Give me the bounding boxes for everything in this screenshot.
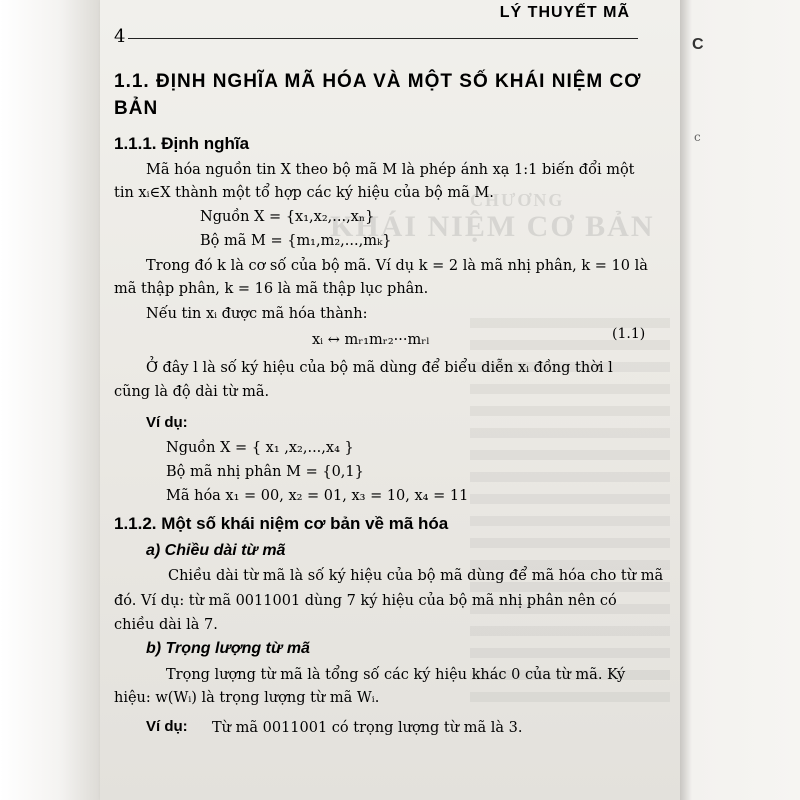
equation-number: (1.1) xyxy=(612,326,646,342)
example-line: Từ mã 0011001 có trọng lượng từ mã là 3. xyxy=(212,720,523,736)
body-line: Mã hóa nguồn tin X theo bộ mã M là phép ánh xạ 1:1 biến đổi một xyxy=(146,162,635,178)
body-line: Trọng lượng từ mã là tổng số các ký hiệu khác 0 của từ mã. Ký xyxy=(166,667,626,683)
body-line: Chiều dài từ mã là số ký hiệu của bộ mã dùng để mã hóa cho từ mã xyxy=(168,568,664,584)
next-page-edge xyxy=(680,0,800,800)
body-line: chiều dài là 7. xyxy=(114,617,218,633)
body-line: Trong đó k là cơ số của bộ mã. Ví dụ k = 2 là mã nhị phân, k = 10 là xyxy=(146,258,648,274)
header-rule xyxy=(128,38,638,39)
bleed-through-chapter: CHƯƠNG xyxy=(470,190,565,210)
section-title: 1.1. ĐỊNH NGHĨA MÃ HÓA VÀ MỘT SỐ KHÁI NIỆM CƠ BẢN xyxy=(114,71,642,119)
code-set: Bộ mã M = {m₁,m₂,...,mₖ} xyxy=(200,233,392,249)
subsection-title-concepts: 1.1.2. Một số khái niệm cơ bản về mã hóa xyxy=(114,514,449,533)
example-label: Ví dụ: xyxy=(146,414,188,431)
page-number: 4 xyxy=(114,26,126,47)
body-line: Ở đây l là số ký hiệu của bộ mã dùng để biểu diễn xᵢ đồng thời l xyxy=(146,360,613,376)
body-line: hiệu: w(Wᵢ) là trọng lượng từ mã Wᵢ. xyxy=(114,690,380,706)
equation: xᵢ ↔ mᵣ₁mᵣ₂···mᵣₗ xyxy=(312,332,430,348)
body-line: đó. Ví dụ: từ mã 0011001 dùng 7 ký hiệu của bộ mã nhị phân nên có xyxy=(114,593,617,609)
body-line: cũng là độ dài từ mã. xyxy=(114,384,270,400)
bleed-through-title: KHÁI NIỆM CƠ BẢN xyxy=(330,210,655,243)
subsubsection-codeword-length: a) Chiều dài từ mã xyxy=(146,542,286,559)
body-line: tin xᵢ∈X thành một tổ hợp các ký hiệu của bộ mã M. xyxy=(114,185,494,201)
source-set: Nguồn X = {x₁,x₂,...,xₙ} xyxy=(200,209,375,225)
body-line: Nếu tin xᵢ được mã hóa thành: xyxy=(146,306,368,322)
example-label-2: Ví dụ: xyxy=(146,718,188,735)
left-page-edge xyxy=(0,0,100,800)
example-line: Mã hóa x₁ = 00, x₂ = 01, x₃ = 10, x₄ = 11 xyxy=(166,488,469,504)
next-page-mark: c xyxy=(694,130,701,144)
example-line: Nguồn X = { x₁ ,x₂,...,x₄ } xyxy=(166,440,354,456)
subsection-title-definition: 1.1.1. Định nghĩa xyxy=(114,134,250,153)
example-line: Bộ mã nhị phân M = {0,1} xyxy=(166,464,364,480)
running-title: LÝ THUYẾT MÃ xyxy=(499,4,630,21)
subsubsection-codeword-weight: b) Trọng lượng từ mã xyxy=(146,640,310,657)
body-line: mã thập phân, k = 16 là mã thập lục phân. xyxy=(114,281,429,297)
bleed-through-lines xyxy=(470,318,670,714)
next-page-letter: C xyxy=(692,36,704,53)
